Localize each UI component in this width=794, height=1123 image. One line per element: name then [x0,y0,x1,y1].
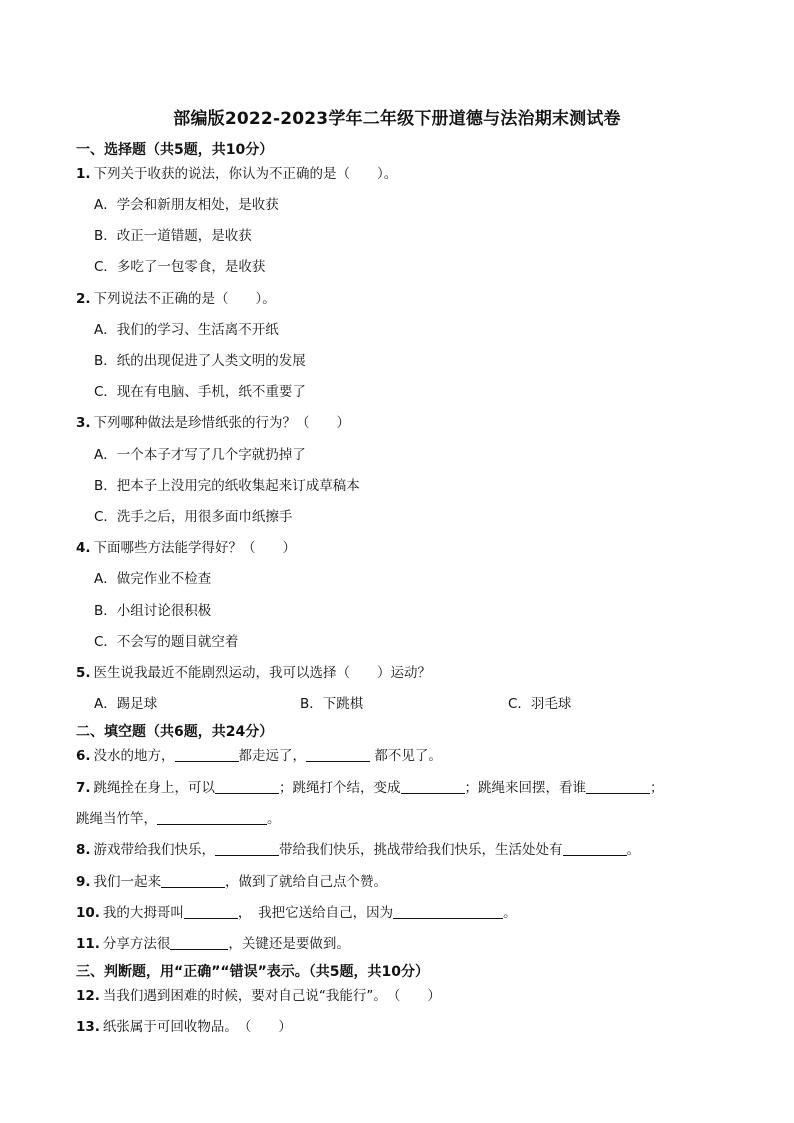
question-7-line-2 [76,810,281,828]
question-4 [76,539,296,557]
q3-option-b: B．把本子上没用完的纸收集起来订成草稿本 [94,478,360,494]
answer-blank[interactable] [586,779,650,794]
section-fill-heading: 二、填空题（共6题，共24分） [76,724,274,740]
answer-blank[interactable] [161,873,225,888]
answer-blank[interactable] [215,841,279,856]
answer-blank[interactable] [215,779,279,794]
text-fragment: 我们一起来 [93,874,162,890]
text-fragment: ， 我把它送给自己，因为 [237,905,394,921]
q5-option-b: B．下跳棋 [300,696,364,712]
q1-option-c: C．多吃了一包零食，是收获 [94,259,266,275]
answer-blank[interactable] [175,747,239,762]
text-fragment: 。 [626,842,641,858]
text-fragment: 带给我们快乐，挑战带给我们快乐，生活处处有 [279,842,563,858]
question-number: 11. [76,936,100,952]
text-fragment: ； [650,780,664,796]
answer-blank[interactable] [157,810,267,825]
q1-option-a: A．学会和新朋友相处，是收获 [94,197,279,213]
q2-option-c: C．现在有电脑、手机，纸不重要了 [94,384,306,400]
answer-blank[interactable] [170,935,228,950]
question-3 [76,414,350,432]
question-11 [76,935,350,953]
q5-option-a: A．踢足球 [94,696,158,712]
section-choice-heading: 一、选择题（共5题，共10分） [76,142,274,158]
text-fragment: ；跳绳打个结，变成 [279,780,401,796]
question-12 [76,987,441,1005]
question-number: 13. [76,1019,100,1035]
text-fragment: ，关键还是要做到。 [228,936,350,952]
text-fragment: 跳绳拴在身上，可以 [93,780,216,796]
text-fragment: ，做到了就给自己点个赞。 [225,874,388,890]
question-number: 1. [76,166,91,182]
question-text: 当我们遇到困难的时候，要对自己说“我能行”。 （ ） [102,988,441,1004]
q2-option-b: B．纸的出现促进了人类文明的发展 [94,353,306,369]
question-10 [76,904,517,922]
text-fragment: 游戏带给我们快乐， [93,842,216,858]
question-number: 3. [76,415,91,431]
question-1 [76,165,397,183]
question-8 [76,841,640,859]
q3-option-c: C．洗手之后，用很多面巾纸擦手 [94,509,293,525]
question-text: 医生说我最近不能剧烈运动，我可以选择（ ）运动？ [93,665,432,681]
question-number: 10. [76,905,100,921]
question-number: 2. [76,291,91,307]
text-fragment: 没水的地方， [93,748,175,764]
q2-option-a: A．我们的学习、生活离不开纸 [94,322,279,338]
question-text: 下列说法不正确的是（ ）。 [93,291,276,307]
answer-blank[interactable] [393,904,503,919]
question-9 [76,873,387,891]
question-number: 5. [76,665,91,681]
q1-option-b: B．改正一道错题，是收获 [94,228,252,244]
question-text: 下列关于收获的说法，你认为不正确的是（ ）。 [93,166,398,182]
question-2 [76,290,276,308]
text-fragment: 跳绳当竹竿， [76,811,157,827]
page-title: 部编版2022-2023学年二年级下册道德与法治期末测试卷 [173,109,621,129]
question-13 [76,1018,292,1036]
question-number: 7. [76,780,91,796]
text-fragment: 。 [267,811,281,827]
question-7 [76,779,664,797]
question-number: 4. [76,540,91,556]
question-number: 8. [76,842,91,858]
question-5 [76,664,431,682]
question-number: 6. [76,748,91,764]
question-number: 12. [76,988,100,1004]
q3-option-a: A．一个本子才写了几个字就扔掉了 [94,447,306,463]
answer-blank[interactable] [401,779,465,794]
q4-option-c: C．不会写的题目就空着 [94,634,239,650]
question-6 [76,747,442,765]
text-fragment: 我的大拇哥叫 [102,905,184,921]
text-fragment: 。 [503,905,517,921]
question-text: 纸张属于可回收物品。 （ ） [102,1019,292,1035]
text-fragment: 都不见了。 [370,748,442,764]
q5-option-c: C．羽毛球 [508,696,572,712]
section-judge-heading: 三、判断题，用“正确”“错误”表示。（共5题，共10分） [76,964,430,980]
text-fragment: 都走远了， [238,748,307,764]
answer-blank[interactable] [184,904,238,919]
question-text: 下列哪种做法是珍惜纸张的行为？（ ） [93,415,351,431]
question-number: 9. [76,874,91,890]
answer-blank[interactable] [306,747,370,762]
text-fragment: 分享方法很 [102,936,171,952]
text-fragment: ；跳绳来回摆，看谁 [464,780,587,796]
question-text: 下面哪些方法能学得好？（ ） [93,540,297,556]
q4-option-a: A．做完作业不检查 [94,571,212,587]
q4-option-b: B．小组讨论很积极 [94,603,212,619]
answer-blank[interactable] [563,841,627,856]
